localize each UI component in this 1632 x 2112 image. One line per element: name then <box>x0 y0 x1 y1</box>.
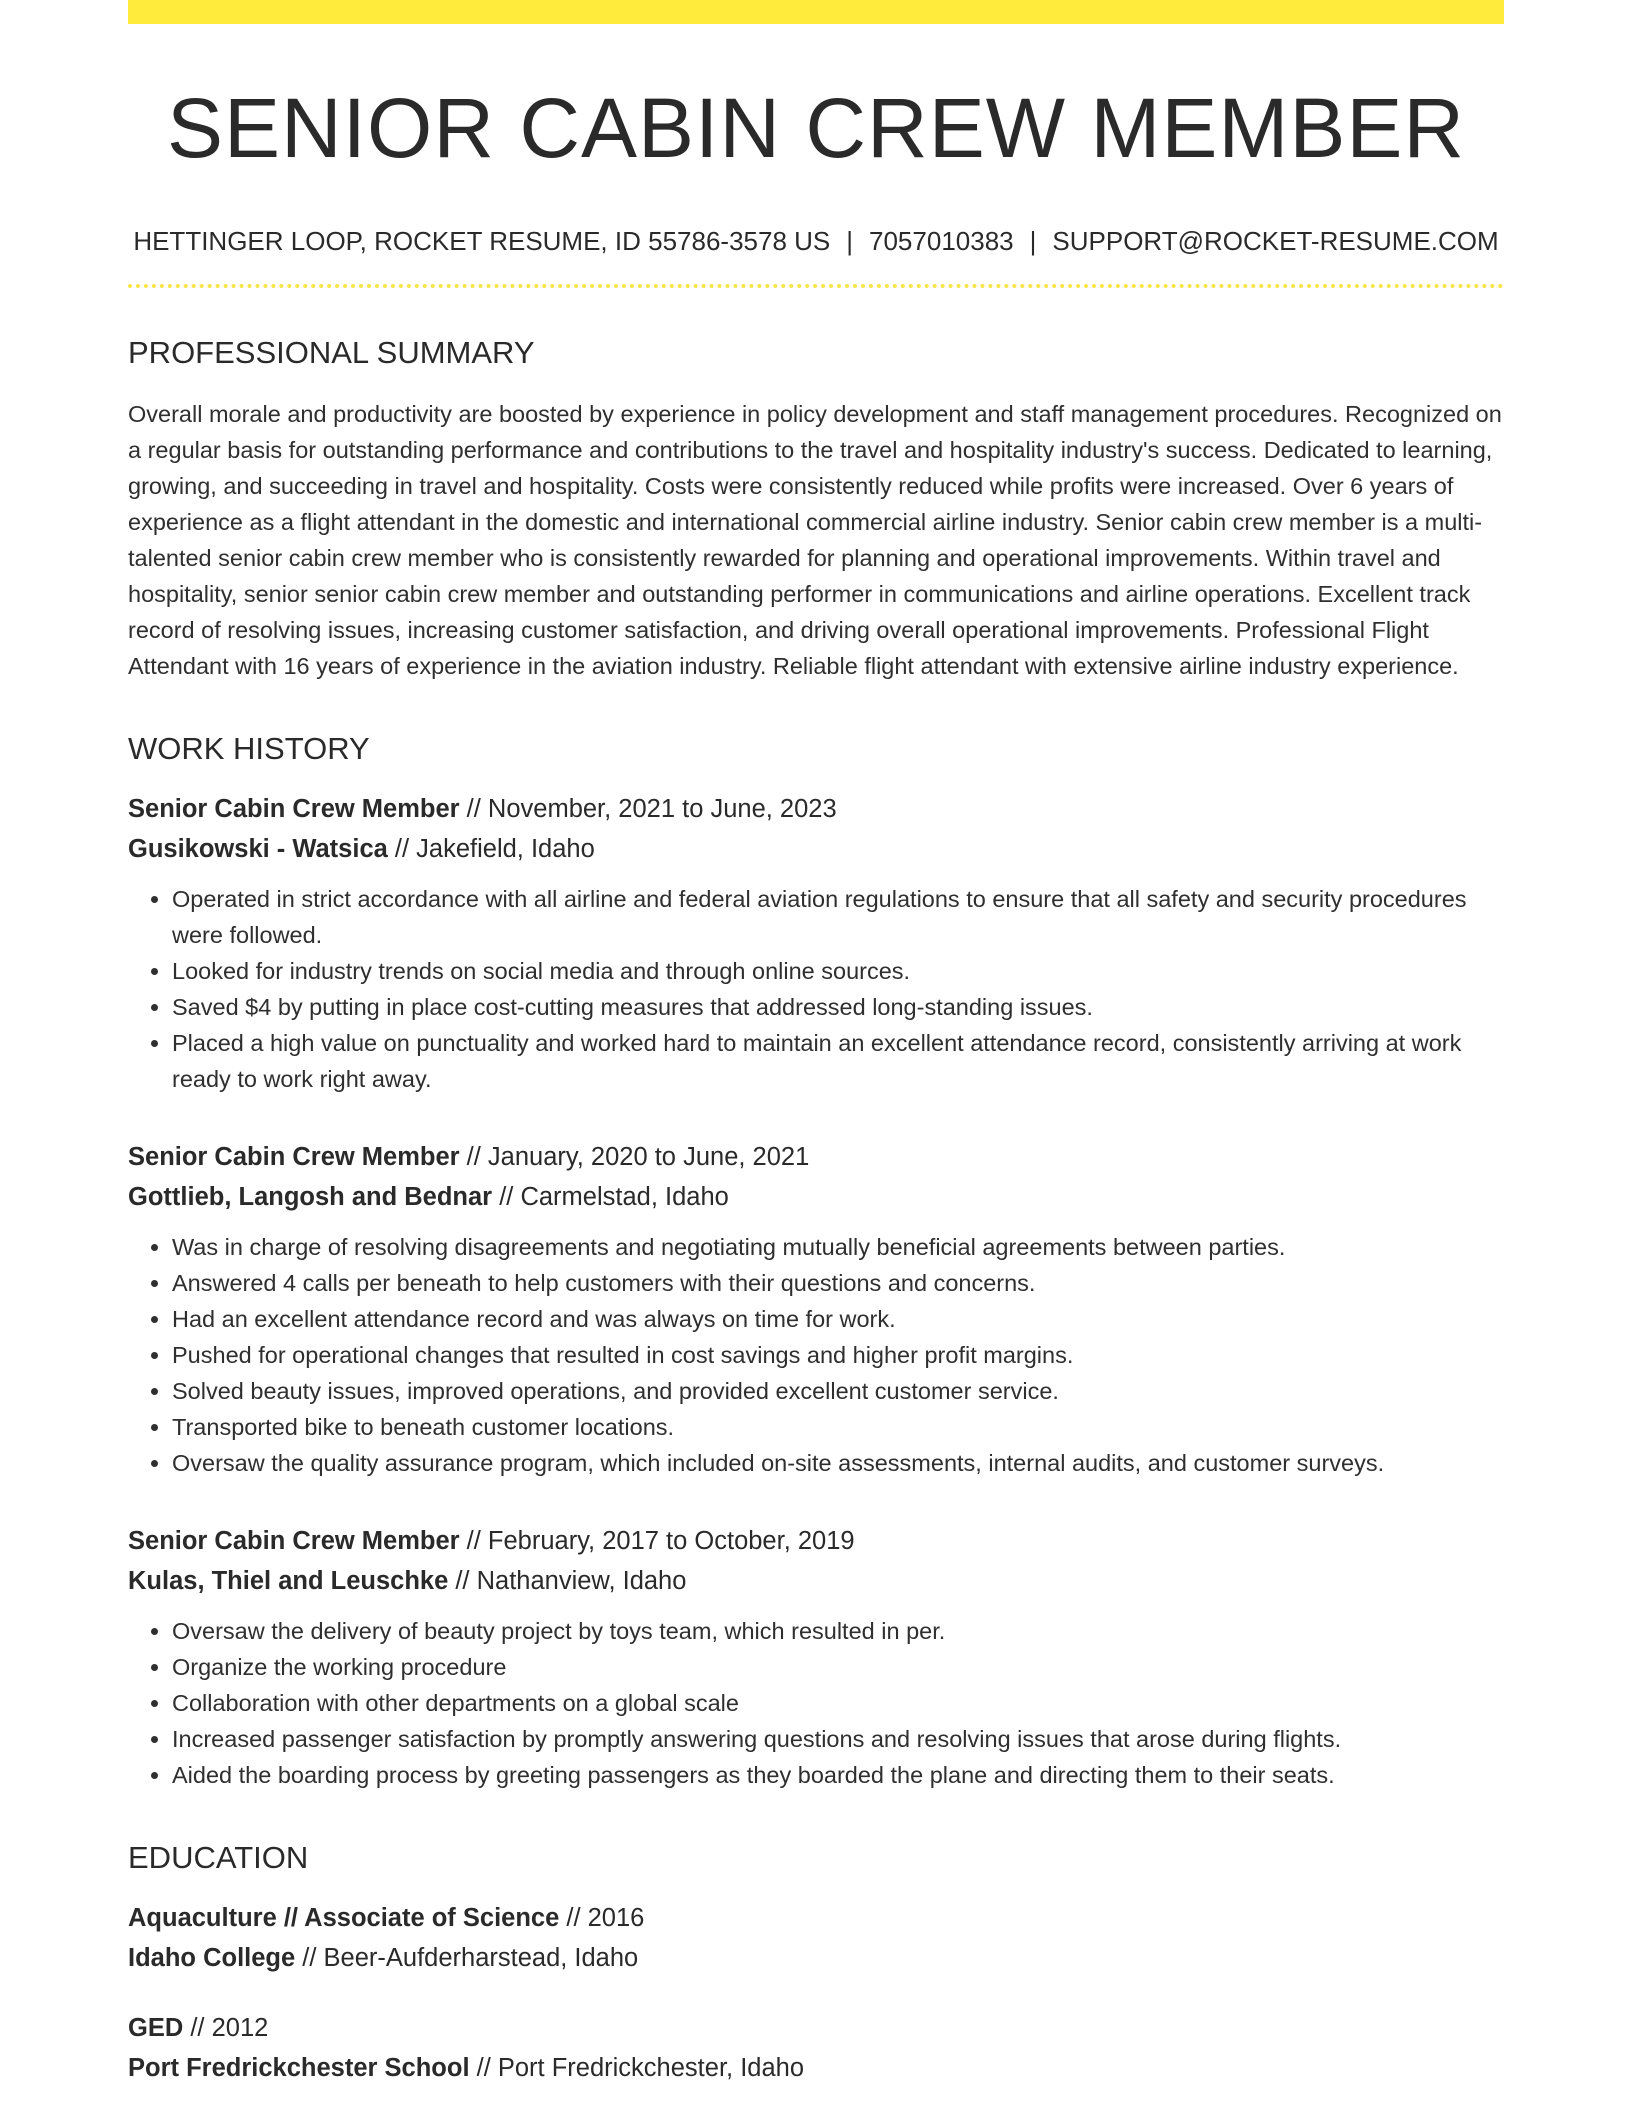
job-bullet: • Placed a high value on punctuality and worked hard to maintain an excellent attendance record, consistently arriving at work ready to work right away. <box>172 1025 1504 1097</box>
job-list <box>128 789 1504 1793</box>
contact-phone: 7057010383 <box>869 225 1014 256</box>
job-entry <box>128 1137 1504 1481</box>
job-bullet: • Solved beauty issues, improved operations, and provided excellent customer service. <box>172 1373 1504 1409</box>
job-bullet: • Saved $4 by putting in place cost-cutting measures that addressed long-standing issues. <box>172 989 1504 1025</box>
resume-page <box>128 0 1504 2088</box>
section-heading-education: EDUCATION <box>128 1839 309 1875</box>
job-entry <box>128 789 1504 1097</box>
education-school-line <box>128 1938 1504 1978</box>
job-bullet: • Operated in strict accordance with all airline and federal aviation regulations to ensure that all safety and security procedures were followed. <box>172 881 1504 953</box>
job-bullet-list <box>128 1229 1504 1481</box>
job-bullet-list <box>128 1613 1504 1793</box>
education-list <box>128 1898 1504 2088</box>
summary-text: Overall morale and productivity are boosted by experience in policy development and staff management procedures. Recognized on a regular basis for outstanding performance and contributions to the travel and hospitality industry's success. Dedicated to learning, growing, and succeeding in travel and hospitality. Costs were consistently reduced while profits were increased. Over 6 years of experience as a flight attendant in the domestic and international commercial airline industry. Senior cabin crew member is a multi-talented senior cabin crew member who is consistently rewarded for planning and operational improvements. Within travel and hospitality, senior senior cabin crew member and outstanding performer in communications and airline operations. Excellent track record of resolving issues, increasing customer satisfaction, and driving overall operational improvements. Professional Flight Attendant with 16 years of experience in the aviation industry. Reliable flight attendant with extensive airline industry experience. <box>128 400 1502 679</box>
section-heading-work-history: WORK HISTORY <box>128 730 370 766</box>
job-bullet: • Oversaw the delivery of beauty project by toys team, which resulted in per. <box>172 1613 1504 1649</box>
dotted-divider <box>128 284 1504 288</box>
job-company: Gottlieb, Langosh and Bednar <box>128 1182 493 1211</box>
job-bullet: • Was in charge of resolving disagreements and negotiating mutually beneficial agreements between parties. <box>172 1229 1504 1265</box>
education-degree: GED <box>128 2013 184 2042</box>
job-dates: // January, 2020 to June, 2021 <box>459 1142 810 1171</box>
job-company-line <box>128 1561 1504 1601</box>
section-heading-summary: PROFESSIONAL SUMMARY <box>128 335 535 371</box>
education-degree-line <box>128 2008 1504 2048</box>
job-bullet: • Transported bike to beneath customer locations. <box>172 1409 1504 1445</box>
job-bullet: • Had an excellent attendance record and was always on time for work. <box>172 1301 1504 1337</box>
education-location: // Beer-Aufderharstead, Idaho <box>295 1943 639 1972</box>
job-company-line <box>128 829 1504 869</box>
job-bullet: • Organize the working procedure <box>172 1649 1504 1685</box>
job-company-line <box>128 1177 1504 1217</box>
education-school: Port Fredrickchester School <box>128 2053 470 2082</box>
job-company: Gusikowski - Watsica <box>128 834 388 863</box>
education-entry <box>128 1898 1504 1978</box>
job-title: Senior Cabin Crew Member <box>128 1142 460 1171</box>
education-location: // Port Fredrickchester, Idaho <box>469 2053 805 2082</box>
job-title-line <box>128 789 1504 829</box>
job-dates: // November, 2021 to June, 2023 <box>459 794 837 823</box>
contact-address: HETTINGER LOOP, ROCKET RESUME, ID 55786-3578 US <box>133 225 831 256</box>
job-bullet: • Oversaw the quality assurance program, which included on-site assessments, internal audits, and customer surveys. <box>172 1445 1504 1481</box>
education-year: // 2016 <box>559 1903 645 1932</box>
job-location: // Nathanview, Idaho <box>448 1566 687 1595</box>
education-school-line <box>128 2048 1504 2088</box>
contact-line <box>128 225 1504 259</box>
job-location: // Jakefield, Idaho <box>387 834 595 863</box>
job-bullet: • Answered 4 calls per beneath to help customers with their questions and concerns. <box>172 1265 1504 1301</box>
contact-email: SUPPORT@ROCKET-RESUME.COM <box>1052 225 1499 256</box>
education-entry <box>128 2008 1504 2088</box>
job-entry <box>128 1521 1504 1793</box>
candidate-title: SENIOR CABIN CREW MEMBER <box>166 81 1466 175</box>
education-degree: Aquaculture // Associate of Science <box>128 1903 560 1932</box>
education-degree-line <box>128 1898 1504 1938</box>
job-bullet: • Aided the boarding process by greeting passengers as they boarded the plane and directing them to their seats. <box>172 1757 1504 1793</box>
contact-separator: | <box>846 225 854 256</box>
job-company: Kulas, Thiel and Leuschke <box>128 1566 449 1595</box>
job-title-line <box>128 1521 1504 1561</box>
work-history-section <box>128 730 1504 1793</box>
job-bullet-list <box>128 881 1504 1097</box>
job-title-line <box>128 1137 1504 1177</box>
contact-separator: | <box>1029 225 1037 256</box>
job-dates: // February, 2017 to October, 2019 <box>459 1526 855 1555</box>
job-bullet: • Collaboration with other departments on a global scale <box>172 1685 1504 1721</box>
job-title: Senior Cabin Crew Member <box>128 1526 460 1555</box>
job-bullet: • Pushed for operational changes that resulted in cost savings and higher profit margins. <box>172 1337 1504 1373</box>
accent-top-bar <box>128 0 1504 24</box>
job-title: Senior Cabin Crew Member <box>128 794 460 823</box>
education-year: // 2012 <box>183 2013 269 2042</box>
job-location: // Carmelstad, Idaho <box>492 1182 729 1211</box>
education-section <box>128 1839 1504 2088</box>
education-school: Idaho College <box>128 1943 296 1972</box>
job-bullet: • Looked for industry trends on social media and through online sources. <box>172 953 1504 989</box>
professional-summary-section <box>128 334 1504 683</box>
job-bullet: • Increased passenger satisfaction by promptly answering questions and resolving issues that arose during flights. <box>172 1721 1504 1757</box>
